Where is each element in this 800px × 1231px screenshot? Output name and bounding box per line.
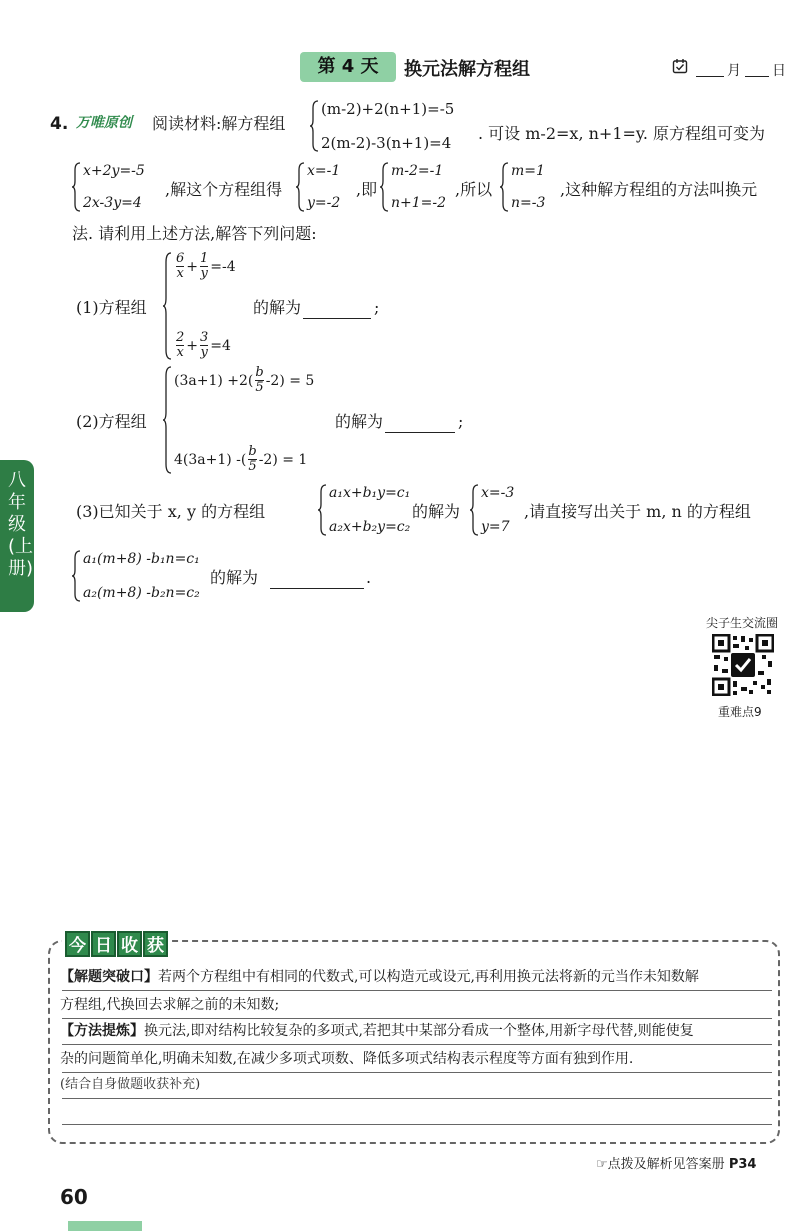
- summary-line-3: 【方法提炼】换元法,即对结构比较复杂的多项式,若把其中某部分看成一个整体,用新字母代替,则能使复: [60, 1023, 694, 1039]
- transformed-eq-2: 2x-3y=4: [83, 195, 142, 211]
- brace-icon: [72, 550, 81, 602]
- fraction: $\frac{1}{y}$: [200, 251, 209, 281]
- calendar-check-icon: [672, 58, 688, 74]
- brace-icon: [310, 100, 319, 152]
- brand-tag: 万唯原创: [76, 115, 132, 131]
- mn-sol-1: m=1: [511, 163, 545, 179]
- part3-system2: [72, 550, 200, 602]
- qr-bottom-label: 重难点9: [718, 705, 762, 719]
- mn-eq-2: n+1=-2: [391, 195, 447, 211]
- part2-eq-2: 4(3a+1) -( $\frac{b}{5}$ -2) = 1: [174, 444, 308, 474]
- part3-answer-prefix: 的解为: [210, 568, 259, 587]
- part1-answer-prefix: 的解为: [253, 298, 302, 317]
- summary-line-5: (结合自身做题收获补充): [60, 1077, 201, 1092]
- part2-eq-1: (3a+1) +2( $\frac{b}{5}$ -2) = 5: [174, 365, 315, 395]
- suoyi-text: ,所以: [455, 180, 493, 199]
- divider: [62, 1124, 772, 1125]
- qr-top-label: 尖子生交流圈: [706, 616, 779, 630]
- brace-icon: [163, 366, 172, 474]
- divider: [62, 1098, 772, 1099]
- part3-answer-blank[interactable]: [270, 588, 364, 589]
- mn-solution: [500, 162, 545, 212]
- summary-line-4: 杂的问题简单化,明确未知数,在减少多项式项数、降低多项式结构表示程度等方面有独到作用.: [60, 1051, 634, 1067]
- brace-icon: [163, 252, 172, 360]
- part3-end: .: [366, 568, 372, 587]
- method-text-1: ,这种解方程组的方法叫换元: [560, 180, 758, 199]
- breakthrough-label: 【解题突破口】: [60, 969, 158, 985]
- mn-equations: [380, 162, 446, 212]
- part3-sys2-eq-1: a₁(m+8) -b₁n=c₁: [83, 551, 200, 567]
- part1-system: [163, 252, 236, 360]
- fraction: $\frac{3}{y}$: [200, 330, 209, 360]
- day-label: 日: [772, 63, 786, 79]
- qr-code-icon[interactable]: [712, 634, 774, 696]
- brace-icon: [380, 162, 389, 212]
- ji-text: ,即: [356, 180, 378, 199]
- xy-solution: [296, 162, 340, 212]
- part2-system: [163, 366, 314, 474]
- problem-number: 4.: [50, 114, 69, 134]
- brace-icon: [470, 484, 479, 536]
- given-system: [310, 100, 454, 152]
- part1-eq-2: $\frac{2}{x}$ + $\frac{3}{y}$ =4: [176, 330, 231, 360]
- method-text-2: 法. 请利用上述方法,解答下列问题:: [72, 224, 317, 243]
- transformed-eq-1: x+2y=-5: [83, 163, 145, 179]
- part3-middle: 的解为: [412, 502, 461, 521]
- day-badge: 第 4 天: [300, 52, 396, 82]
- bottom-decor-bar: [68, 1221, 142, 1231]
- mn-sol-2: n=-3: [511, 195, 546, 211]
- fraction: $\frac{b}{5}$: [248, 444, 257, 474]
- summary-line-2: 方程组,代换回去求解之前的未知数;: [60, 997, 280, 1013]
- given-eq-1: (m-2)+2(n+1)=-5: [321, 100, 455, 118]
- part3-eq-1: a₁x+b₁y=c₁: [329, 485, 411, 501]
- solve-text: ,解这个方程组得: [165, 180, 283, 199]
- answer-hint: ☞点拨及解析见答案册 P34: [596, 1157, 757, 1172]
- fraction: $\frac{6}{x}$: [176, 251, 185, 281]
- method-label: 【方法提炼】: [60, 1023, 144, 1039]
- part2-end: ;: [458, 412, 464, 431]
- summary-tag: [62, 931, 172, 957]
- part3-sys2-eq-2: a₂(m+8) -b₂n=c₂: [83, 585, 200, 601]
- xy-sol-1: x=-1: [307, 163, 341, 179]
- part2-answer-blank[interactable]: [385, 432, 455, 433]
- section-title: 换元法解方程组: [404, 59, 530, 80]
- divider: [62, 990, 772, 991]
- part1-answer-blank[interactable]: [303, 318, 371, 319]
- part3-sol-1: x=-3: [481, 485, 515, 501]
- brace-icon: [318, 484, 327, 536]
- part3-sol-2: y=7: [481, 519, 510, 535]
- part3-system: [318, 484, 410, 536]
- fraction: $\frac{b}{5}$: [255, 365, 264, 395]
- tag-char: 日: [91, 931, 116, 957]
- tag-char: 今: [65, 931, 90, 957]
- divider: [62, 1072, 772, 1073]
- part3-solution: [470, 484, 514, 536]
- side-tab-text: 八年级(上册): [8, 470, 34, 579]
- divider: [62, 1044, 772, 1045]
- grade-side-tab: [0, 460, 34, 612]
- transformed-system: [72, 162, 145, 212]
- mn-eq-1: m-2=-1: [391, 163, 444, 179]
- tag-char: 收: [117, 931, 142, 957]
- xy-sol-2: y=-2: [307, 195, 341, 211]
- part1-eq-1: $\frac{6}{x}$ + $\frac{1}{y}$ =-4: [176, 251, 236, 281]
- divider: [62, 1018, 772, 1019]
- part2-answer-prefix: 的解为: [335, 412, 384, 431]
- brace-icon: [500, 162, 509, 212]
- intro-text: 阅读材料:解方程组: [152, 114, 286, 133]
- summary-line-1: 【解题突破口】若两个方程组中有相同的代数式,可以构造元或设元,再利用换元法将新的元当作未知数解: [60, 969, 699, 985]
- pointing-hand-icon: ☞: [596, 1157, 608, 1172]
- tag-char: 获: [143, 931, 168, 957]
- brace-icon: [296, 162, 305, 212]
- part3-eq-2: a₂x+b₂y=c₂: [329, 519, 411, 535]
- part1-label: (1)方程组: [76, 298, 147, 317]
- month-blank[interactable]: [696, 76, 724, 77]
- month-label: 月: [727, 63, 741, 79]
- brace-icon: [72, 162, 81, 212]
- part3-tail: ,请直接写出关于 m, n 的方程组: [524, 502, 751, 521]
- part2-label: (2)方程组: [76, 412, 147, 431]
- part1-end: ;: [374, 298, 380, 317]
- page-number: 60: [60, 1185, 88, 1209]
- given-eq-2: 2(m-2)-3(n+1)=4: [321, 134, 452, 152]
- substitution-text: . 可设 m-2=x, n+1=y. 原方程组可变为: [478, 124, 766, 143]
- part3-label: (3)已知关于 x, y 的方程组: [76, 502, 266, 521]
- day-blank[interactable]: [745, 76, 769, 77]
- fraction: $\frac{2}{x}$: [176, 330, 185, 360]
